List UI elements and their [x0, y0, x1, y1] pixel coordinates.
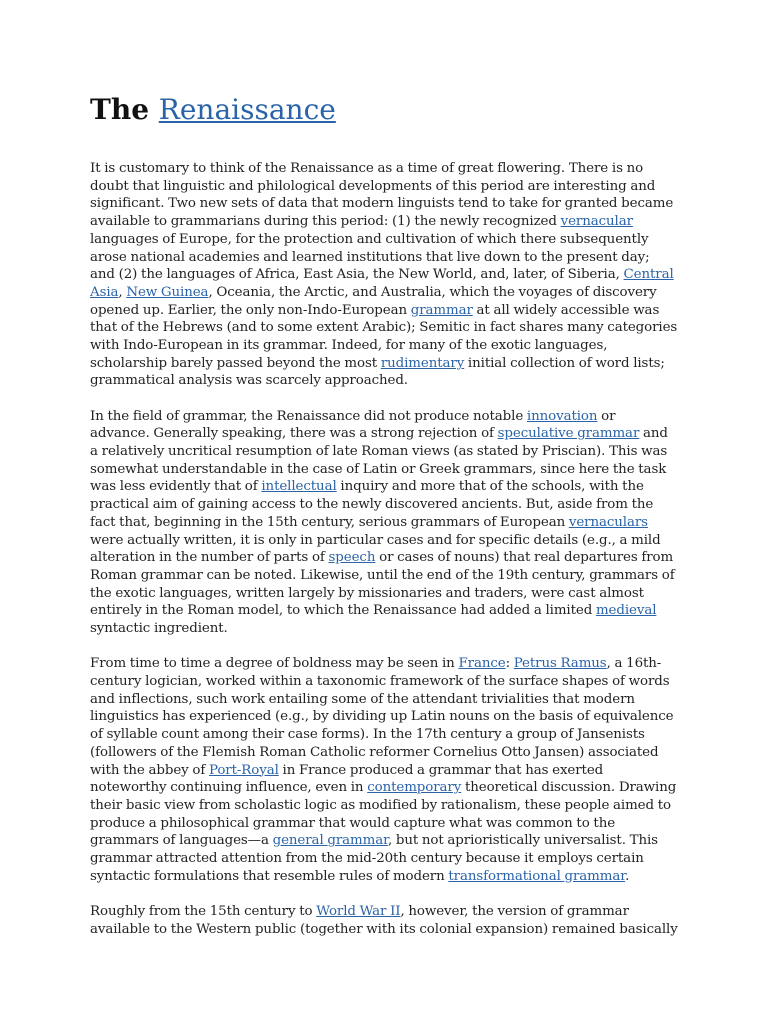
medieval-link[interactable]: medieval — [595, 603, 657, 619]
text: , but not aprioristically universalist. This grammar attracted attention from the mid-20th century because it employs certain syntactic formulations that resemble rules of modern — [90, 833, 658, 884]
text: , Oceania, the Arctic, and Australia, which the voyages of discovery opened up. Earlier, the only non-Indo-European — [90, 284, 657, 318]
text: From time to time a degree of boldness may be seen in — [90, 656, 459, 672]
rudimentary-link[interactable]: rudimentary — [380, 355, 465, 371]
grammar-link[interactable]: grammar — [410, 302, 473, 318]
vernacular-link[interactable]: vernacular — [560, 214, 633, 230]
contemporary-link[interactable]: contemporary — [367, 780, 462, 796]
page-title — [90, 88, 678, 132]
text: In the field of grammar, the Renaissance did not produce notable — [90, 408, 527, 424]
text: or cases of nouns) that real departures from Roman grammar can be noted. Likewise, until the end of the 19th century, grammars of the exotic languages, written largely by missionaries and traders, were cast almost entirely in the Roman model, to which the Renaissance had added a limited — [90, 550, 675, 619]
speculative-grammar-link[interactable]: speculative grammar — [497, 426, 640, 442]
text: languages of Europe, for the protection and cultivation of which there subsequently arose national academies and learned institutions that live down to the present day; and (2) the languages of Africa, East Asia, the New World, and, later, of Siberia, — [90, 231, 650, 283]
new-guinea-link[interactable]: New Guinea — [126, 284, 209, 300]
paragraph-2 — [90, 408, 678, 638]
text: theoretical discussion. Drawing their basic view from scholastic logic as modified by rationalism, these people aimed to produce a philosophical grammar that would capture what was common to the grammars of languages—a — [90, 780, 677, 849]
text: inquiry and more that of the schools, with the practical aim of gaining access to the newly discovered ancients. But, aside from the fact that, beginning in the 15th century, serious grammars of European — [90, 479, 654, 530]
vernaculars-link[interactable]: vernaculars — [568, 514, 648, 530]
paragraph-1 — [90, 160, 678, 390]
text: at all widely accessible was that of the Hebrews (and to some extent Arabic); Semitic in fact shares many categories with Indo-European in its grammar. Indeed, for many of the exotic languages, scholarship barely passed beyond the most — [90, 302, 678, 371]
text: , a 16th-century logician, worked within a taxonomic framework of the surface shapes of words and inflections, such work entailing some of the attendant trivialities that modern linguistics has experienced (e.g., by dividing up Latin nouns on the basis of equivalence of syllable count among their case forms). In the 17th century a group of Jansenists (followers of the Flemish Roman Catholic reformer Cornelius Otto Jansen) associated with the abbey of — [90, 656, 674, 778]
france-link[interactable]: France — [458, 656, 506, 672]
renaissance-link[interactable]: Renaissance — [158, 93, 336, 126]
intellectual-link[interactable]: intellectual — [261, 479, 337, 495]
speech-link[interactable]: speech — [328, 550, 376, 566]
central-asia-link[interactable]: Central Asia — [90, 267, 674, 300]
petrus-ramus-link[interactable]: Petrus Ramus — [513, 656, 607, 672]
text: , — [118, 284, 127, 300]
text: were actually written, it is only in particular cases and for specific details (e.g., a mild alteration in the number of parts of — [90, 532, 661, 566]
text: Roughly from the 15th century to — [90, 903, 317, 919]
text: in France produced a grammar that has exerted noteworthy continuing influence, even in — [90, 762, 604, 796]
general-grammar-link[interactable]: general grammar — [272, 833, 388, 849]
text: syntactic ingredient. — [90, 621, 228, 637]
paragraph-4 — [90, 903, 678, 938]
transformational-grammar-link[interactable]: transformational grammar — [448, 868, 626, 884]
text: or advance. Generally speaking, there was a strong rejection of — [90, 408, 616, 442]
title-prefix: The — [90, 93, 159, 126]
text: initial collection of word lists; grammatical analysis was scarcely approached. — [90, 355, 665, 389]
world-war-ii-link[interactable]: World War II — [316, 903, 401, 919]
innovation-link[interactable]: innovation — [526, 408, 598, 424]
article — [90, 88, 678, 956]
text: . — [625, 868, 630, 884]
port-royal-link[interactable]: Port-Royal — [208, 762, 279, 778]
paragraph-3 — [90, 655, 678, 885]
text: It is customary to think of the Renaissance as a time of great flowering. There is no doubt that linguistic and philological developments of this period are interesting and significant. Two new sets of data that modern linguists tend to take for granted became available to grammarians during this period: (1) the newly recognized — [90, 161, 674, 230]
text: , however, the version of grammar available to the Western public (together with its colonial expansion) remained basically — [90, 903, 678, 937]
text: and a relatively uncritical resumption of late Roman views (as stated by Priscian). This was somewhat understandable in the case of Latin or Greek grammars, since here the task was less evidently that of — [90, 426, 668, 495]
text: : — [505, 656, 514, 672]
